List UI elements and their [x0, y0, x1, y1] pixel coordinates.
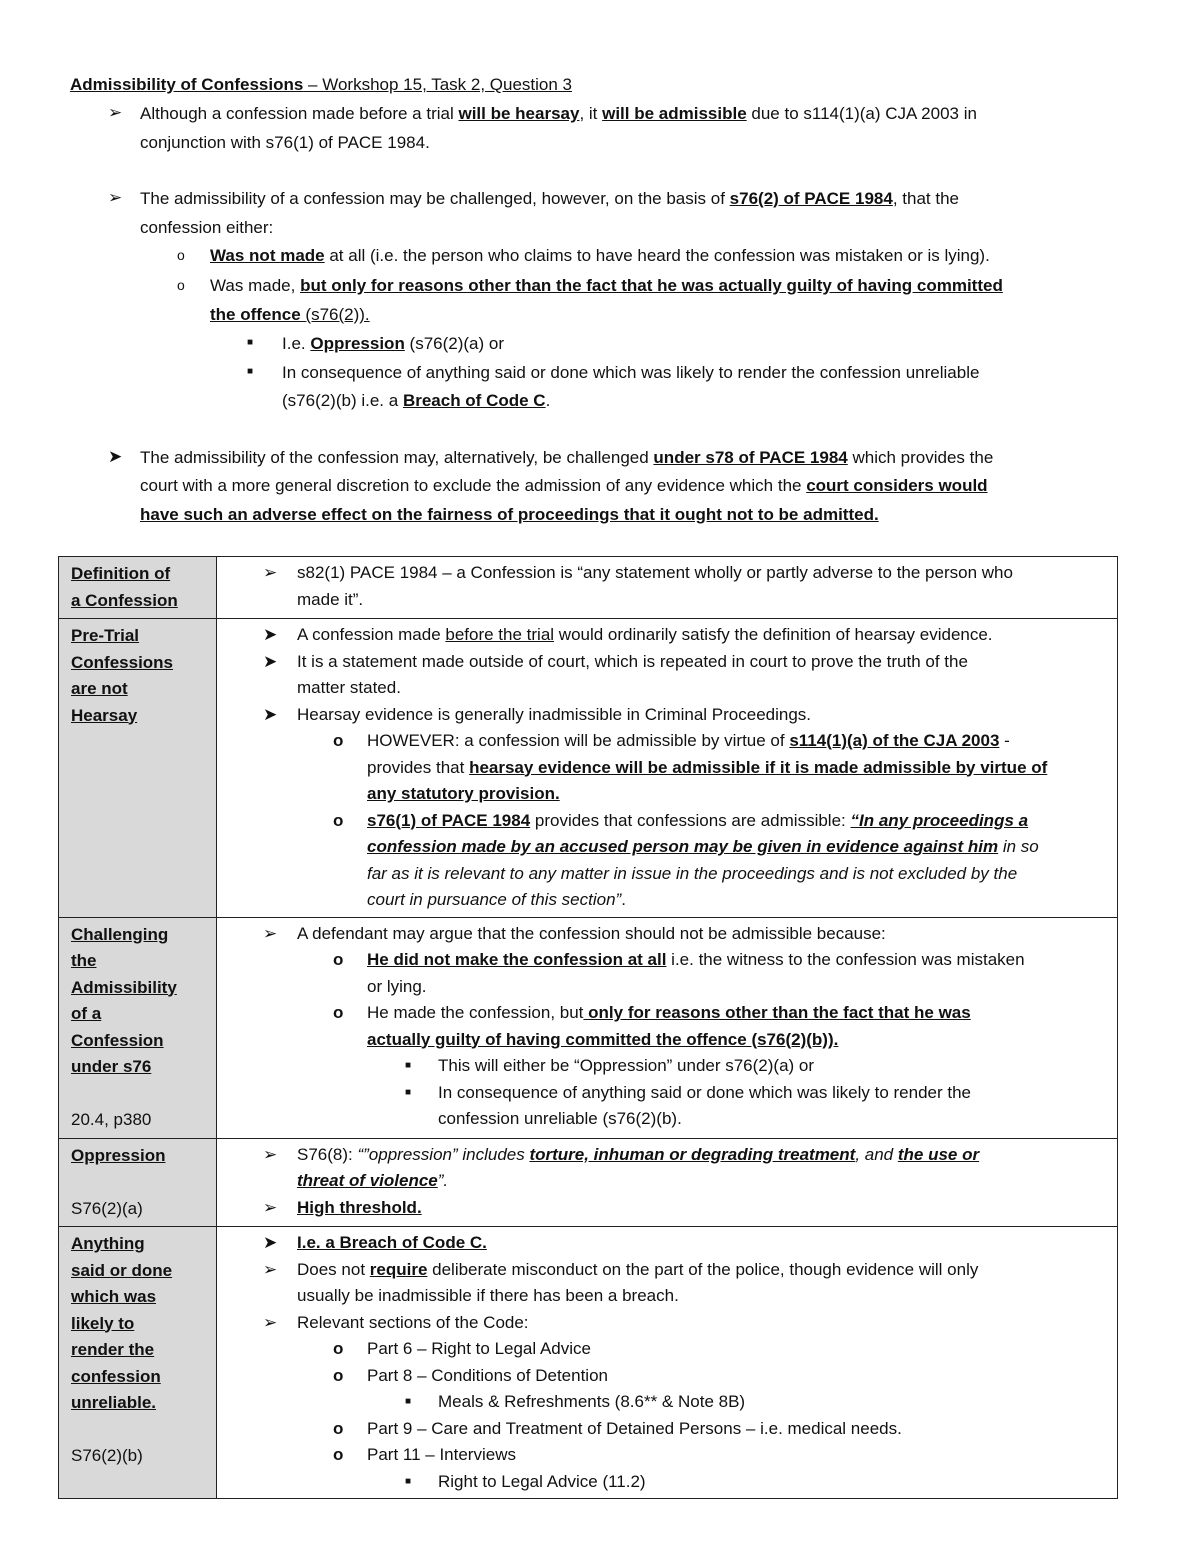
text-fragment: the offence [210, 305, 306, 324]
text-fragment: but only for reasons other than the fact that he was actually guilty of having committed [300, 276, 1003, 295]
text-fragment: require [369, 1259, 428, 1279]
text-fragment: the [71, 951, 97, 970]
text-fragment: which was [71, 1287, 157, 1306]
arrow-bullet-icon: ➢ [263, 923, 278, 943]
row-label-pre-trial [59, 619, 217, 918]
text-fragment: (s76(2)(a) or [404, 334, 505, 353]
circle-bullet-icon: o [333, 1003, 344, 1022]
text-fragment: S76(8): [297, 1144, 358, 1164]
circle-bullet-icon: o [333, 810, 344, 830]
text-fragment: He did not make the confession at all [367, 950, 667, 969]
text-fragment: The admissibility of the confession may, alternatively, be challenged [140, 448, 654, 467]
row-label-challenging [59, 917, 217, 1138]
table-row [59, 1138, 1118, 1227]
text-fragment: Definition of [71, 564, 171, 583]
circle-bullet-icon: o [333, 1445, 344, 1464]
text-fragment: Confession [71, 1030, 164, 1050]
text-fragment: This will either be “Oppression” under s76(2)(a) or [438, 1056, 815, 1075]
text-fragment: HOWEVER: a confession will be admissible by virtue of [367, 731, 790, 750]
text-fragment: Anything [71, 1234, 145, 1253]
square-bullet-icon: ■ [405, 1086, 412, 1098]
text-fragment: torture, inhuman or degrading treatment [529, 1144, 856, 1164]
text-fragment: court with a more general discretion to exclude the admission of any evidence which the [140, 476, 807, 495]
text-fragment: It is a statement made outside of court, which is repeated in court to prove the truth of the [297, 651, 968, 671]
text-fragment: “”oppression” includes [357, 1144, 530, 1164]
table-row [59, 557, 1118, 619]
text-fragment: Admissibility of Confessions [70, 75, 304, 94]
text-fragment: a Confession [71, 590, 178, 610]
text-fragment: . [545, 391, 551, 410]
square-bullet-icon: ■ [405, 1475, 412, 1487]
square-bullet-icon: ■ [405, 1396, 412, 1407]
circle-bullet-icon: o [333, 731, 344, 750]
table-row [59, 917, 1118, 1138]
row-content-challenging [217, 917, 1118, 1138]
text-fragment: under s76 [71, 1057, 152, 1076]
text-fragment: Hearsay [71, 705, 138, 725]
text-fragment: Relevant sections of the Code: [297, 1312, 529, 1332]
text-fragment: hearsay evidence will be admissible if it is made admissible by virtue of [469, 757, 1048, 777]
text-fragment: i.e. the witness to the confession was mistaken [666, 950, 1025, 969]
text-fragment: of a [71, 1004, 102, 1023]
intro-sub-2-line-2 [210, 304, 370, 326]
text-fragment: I.e. a Breach of Code C. [297, 1233, 487, 1252]
text-fragment: made it”. [297, 589, 364, 609]
text-fragment: . [621, 890, 626, 909]
arrow-bullet-icon: ➢ [108, 188, 123, 207]
text-fragment: Breach of Code C [402, 391, 546, 410]
table-row [59, 1227, 1118, 1499]
intro-sub-1 [210, 245, 990, 267]
summary-table [58, 556, 1118, 1499]
intro-para-1-line-2: conjunction with s76(1) of PACE 1984. [140, 133, 430, 152]
text-fragment: will be hearsay [458, 104, 580, 123]
circle-bullet-icon: o [177, 277, 185, 293]
text-fragment: unreliable. [71, 1393, 157, 1412]
text-fragment: or lying. [367, 976, 427, 996]
arrow-bullet-icon: ➤ [108, 447, 123, 466]
arrow-bullet-icon: ➢ [108, 103, 123, 122]
text-fragment: – Workshop 15, Task 2, Question 3 [303, 75, 573, 94]
text-fragment: provides that confessions are admissible: [530, 810, 851, 830]
square-bullet-icon: ■ [247, 337, 254, 348]
text-fragment: will be admissible [602, 104, 747, 123]
text-fragment: Oppression [310, 334, 405, 353]
arrow-bullet-icon: ➢ [263, 1144, 278, 1164]
text-fragment: (s76(2)(b) i.e. a [282, 391, 403, 410]
row-label-definition [59, 557, 217, 619]
arrow-bullet-icon: ➤ [263, 625, 278, 644]
text-fragment: The admissibility of a confession may be challenged, however, on the basis of [140, 189, 730, 208]
arrow-bullet-icon: ➤ [263, 704, 278, 724]
circle-bullet-icon: o [333, 1418, 344, 1438]
text-fragment: “In any proceedings a [850, 810, 1029, 830]
text-fragment: have such an adverse effect on the fairness of proceedings that it ought not to be admitted. [140, 505, 879, 524]
text-fragment: s114(1)(a) of the CJA 2003 [789, 731, 1000, 750]
square-bullet-icon: ■ [405, 1060, 412, 1071]
text-fragment: 20.4, p380 [71, 1110, 152, 1129]
text-fragment: the use or [897, 1144, 980, 1164]
text-fragment: s76(1) of PACE 1984 [367, 810, 531, 830]
text-fragment: Part 9 – Care and Treatment of Detained Persons – i.e. medical needs. [367, 1418, 902, 1438]
arrow-bullet-icon: ➢ [263, 1197, 278, 1217]
intro-para-1-line-1 [140, 103, 977, 125]
row-label-oppression [59, 1138, 217, 1227]
text-fragment: Admissibility [71, 977, 177, 997]
text-fragment: deliberate misconduct on the part of the police, though evidence will only [427, 1259, 979, 1279]
square-bullet-icon: ■ [247, 366, 254, 377]
text-fragment: confession made by an accused person may be given in evidence against him [367, 837, 999, 856]
text-fragment: which provides the [847, 448, 994, 467]
text-fragment: A defendant may argue that the confession should not be admissible because: [297, 923, 886, 943]
text-fragment: I.e. [282, 334, 311, 353]
arrow-bullet-icon: ➢ [263, 563, 278, 582]
intro-para-3-line-3 [140, 504, 879, 526]
intro-para-3-line-1 [140, 447, 993, 469]
text-fragment: Was made, [210, 276, 301, 295]
text-fragment: court in pursuance of this section” [367, 890, 622, 909]
arrow-bullet-icon: ➢ [263, 1259, 278, 1279]
text-fragment: In consequence of anything said or done which was likely to render the [438, 1082, 971, 1102]
text-fragment: S76(2)(b) [71, 1446, 143, 1465]
text-fragment: due to s114(1)(a) CJA 2003 in [746, 104, 977, 123]
text-fragment: Meals & Refreshments (8.6** & Note 8B) [438, 1392, 746, 1411]
text-fragment: far as it is relevant to any matter in issue in the proceedings and is not excluded by the [367, 863, 1018, 883]
text-fragment: any statutory provision. [367, 784, 560, 803]
text-fragment: Part 8 – Conditions of Detention [367, 1365, 608, 1385]
circle-bullet-icon: o [333, 1365, 344, 1385]
text-fragment: A confession made [297, 625, 446, 644]
text-fragment: He made the confession, but [367, 1003, 584, 1022]
page-title [70, 74, 572, 96]
intro-sub-sub-2-line-1: In consequence of anything said or done which was likely to render the confession unreliable [282, 363, 980, 382]
text-fragment: Oppression [71, 1145, 166, 1165]
text-fragment: ”. [437, 1171, 449, 1190]
text-fragment: before the trial [445, 625, 555, 644]
circle-bullet-icon: o [333, 1339, 344, 1358]
text-fragment: Was not made [210, 246, 325, 265]
text-fragment: (s76(2)). [305, 305, 370, 324]
text-fragment: court considers would [806, 476, 988, 495]
text-fragment: matter stated. [297, 678, 401, 697]
intro-sub-sub-2-line-2 [282, 390, 550, 412]
text-fragment: High threshold. [297, 1197, 422, 1217]
text-fragment: confession unreliable (s76(2)(b). [438, 1109, 682, 1128]
text-fragment: - [999, 731, 1010, 750]
intro-para-2-line-2: confession either: [140, 218, 274, 237]
text-fragment: render the [71, 1340, 155, 1359]
text-fragment: at all (i.e. the person who claims to have heard the confession was mistaken or is lying). [324, 246, 990, 265]
text-fragment: said or done [71, 1260, 173, 1280]
text-fragment: provides that [367, 757, 470, 777]
text-fragment: s82(1) PACE 1984 – a Confession is “any statement wholly or partly adverse to the person who [297, 563, 1013, 582]
arrow-bullet-icon: ➤ [263, 651, 278, 671]
text-fragment: Hearsay evidence is generally inadmissible in Criminal Proceedings. [297, 704, 812, 724]
intro-sub-sub-1 [282, 333, 504, 355]
row-content-pre-trial [217, 619, 1118, 918]
text-fragment: Challenging [71, 924, 169, 944]
text-fragment: Does not [297, 1259, 370, 1279]
circle-bullet-icon: o [333, 950, 344, 969]
text-fragment: Right to Legal Advice (11.2) [438, 1471, 646, 1491]
text-fragment: threat of violence [297, 1171, 438, 1190]
row-label-unreliable [59, 1227, 217, 1499]
text-fragment: S76(2)(a) [71, 1198, 143, 1218]
text-fragment: are not [71, 679, 128, 698]
row-content-definition [217, 557, 1118, 619]
text-fragment: would ordinarily satisfy the definition of hearsay evidence. [554, 625, 993, 644]
text-fragment: Part 11 – Interviews [367, 1445, 516, 1464]
arrow-bullet-icon: ➢ [263, 1312, 278, 1332]
text-fragment: Part 6 – Right to Legal Advice [367, 1339, 591, 1358]
text-fragment: under s78 of PACE 1984 [653, 448, 848, 467]
text-fragment: Confessions [71, 652, 174, 672]
text-fragment: confession [71, 1366, 161, 1386]
text-fragment: , it [579, 104, 603, 123]
text-fragment: actually guilty of having committed the offence (s76(2)(b)). [367, 1029, 839, 1049]
text-fragment: only for reasons other than the fact that he was [583, 1003, 971, 1022]
intro-sub-2-line-1 [210, 275, 1003, 297]
table-row [59, 619, 1118, 918]
text-fragment: , that the [892, 189, 959, 208]
text-fragment: likely to [71, 1313, 135, 1333]
text-fragment: Pre-Trial [71, 626, 140, 645]
text-fragment: s76(2) of PACE 1984 [729, 189, 893, 208]
text-fragment: usually be inadmissible if there has been a breach. [297, 1286, 679, 1305]
text-fragment: Although a confession made before a trial [140, 104, 459, 123]
text-fragment: , and [855, 1144, 898, 1164]
circle-bullet-icon: o [177, 247, 185, 263]
row-content-unreliable [217, 1227, 1118, 1499]
row-content-oppression [217, 1138, 1118, 1227]
intro-para-2-line-1 [140, 188, 959, 210]
intro-para-3-line-2 [140, 475, 988, 497]
arrow-bullet-icon: ➤ [263, 1233, 278, 1252]
text-fragment: in so [998, 837, 1039, 856]
